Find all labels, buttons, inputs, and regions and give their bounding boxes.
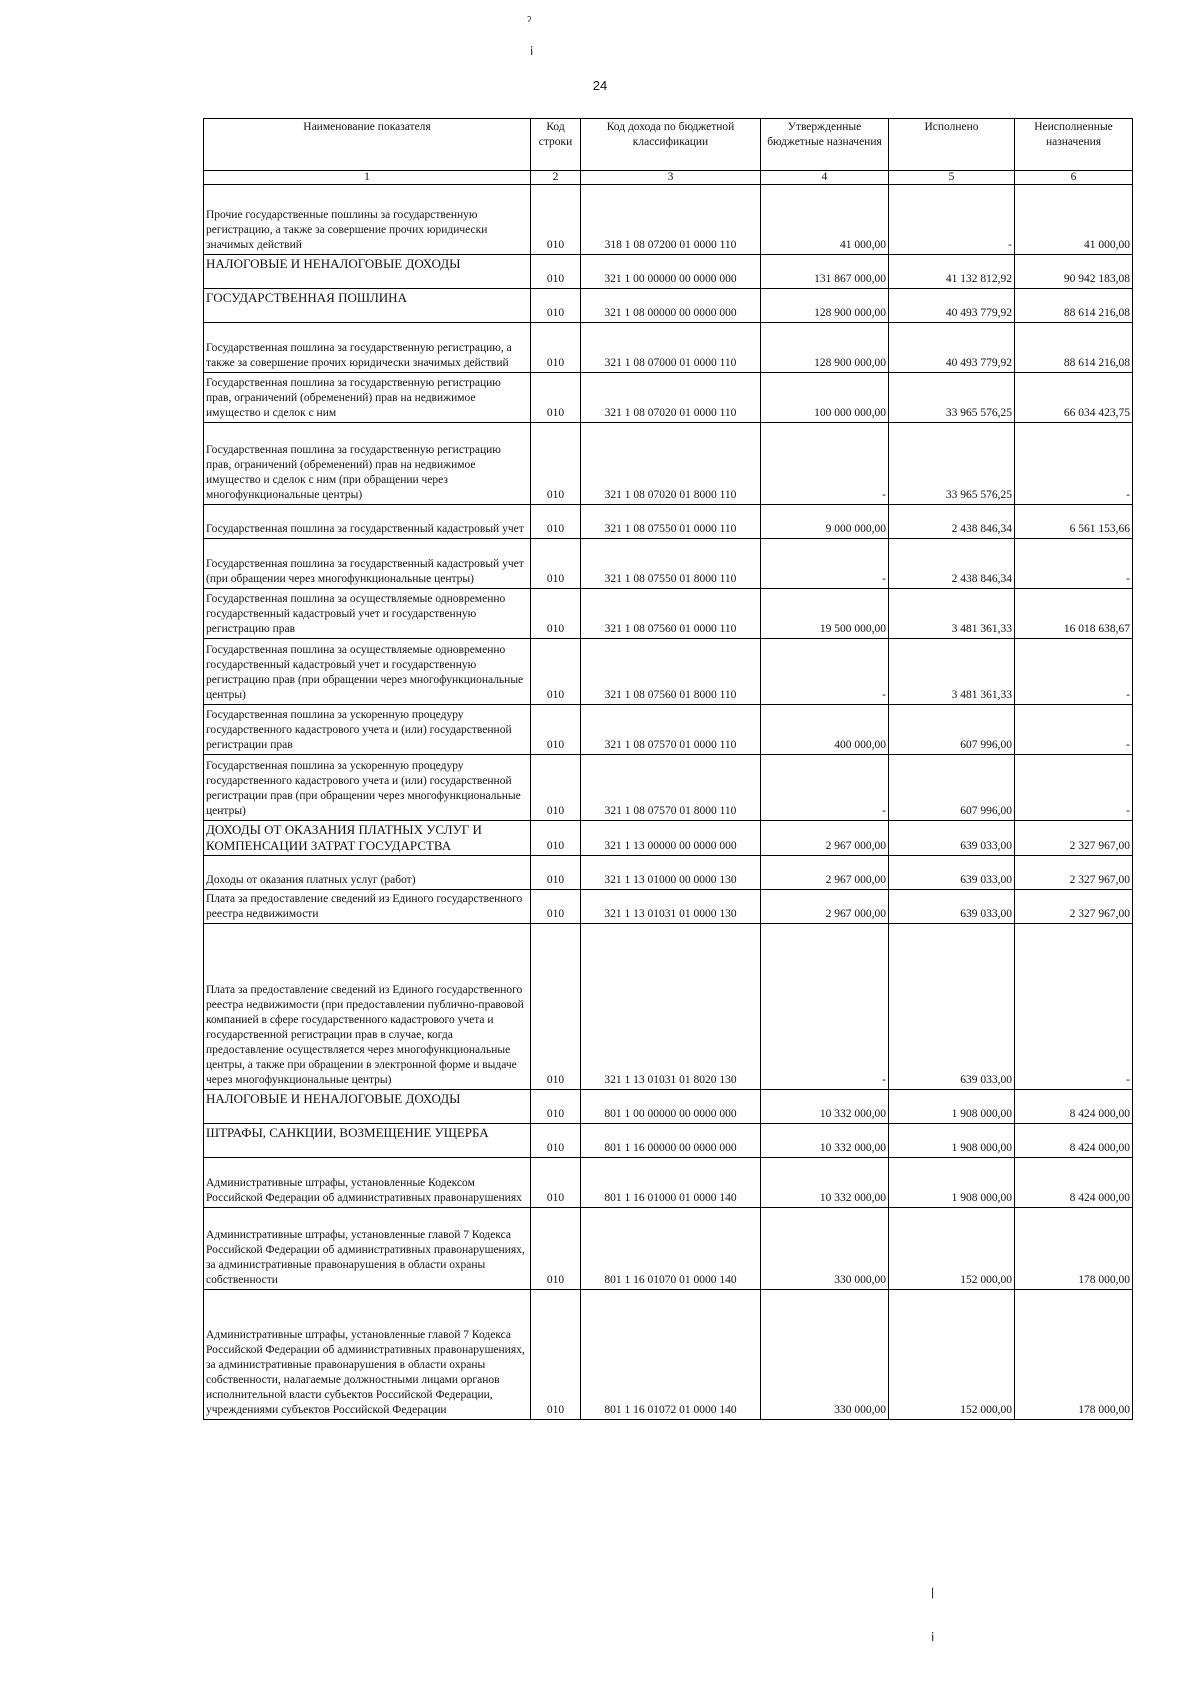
row-name: Прочие государственные пошлины за государственную регистрацию, а также за совершение прочих юридически значимых действий [204, 185, 531, 255]
row-name: Государственная пошлина за государственную регистрацию прав, ограничений (обременений) прав на недвижимое имущество и сделок с ним (при обращении через многофункциональные центры) [204, 423, 531, 505]
table-row [204, 1124, 1133, 1158]
row-executed: 2 438 846,34 [889, 505, 1015, 539]
row-executed: 607 996,00 [889, 705, 1015, 755]
row-unexecuted: 2 327 967,00 [1015, 856, 1133, 890]
row-approved: 19 500 000,00 [761, 589, 889, 639]
row-name: Государственная пошлина за государственный кадастровый учет (при обращении через многофункциональные центры) [204, 539, 531, 589]
table-row [204, 423, 1133, 505]
row-executed: 33 965 576,25 [889, 373, 1015, 423]
row-executed: 40 493 779,92 [889, 289, 1015, 323]
row-unexecuted: 88 614 216,08 [1015, 289, 1133, 323]
row-income-code: 321 1 13 00000 00 0000 000 [581, 821, 761, 856]
row-line-code: 010 [531, 890, 581, 924]
row-income-code: 321 1 08 07560 01 0000 110 [581, 589, 761, 639]
row-executed: 1 908 000,00 [889, 1124, 1015, 1158]
row-approved: 330 000,00 [761, 1208, 889, 1290]
row-income-code: 801 1 16 01070 01 0000 140 [581, 1208, 761, 1290]
row-executed: 639 033,00 [889, 924, 1015, 1090]
row-name: НАЛОГОВЫЕ И НЕНАЛОГОВЫЕ ДОХОДЫ [204, 1090, 531, 1124]
row-name: Государственная пошлина за осуществляемые одновременно государственный кадастровый учет и государственную регистрацию прав [204, 589, 531, 639]
row-executed: 639 033,00 [889, 890, 1015, 924]
row-unexecuted: 178 000,00 [1015, 1290, 1133, 1420]
row-income-code: 321 1 08 07550 01 8000 110 [581, 539, 761, 589]
row-approved: 2 967 000,00 [761, 856, 889, 890]
row-executed: 1 908 000,00 [889, 1158, 1015, 1208]
row-line-code: 010 [531, 323, 581, 373]
row-executed: 607 996,00 [889, 755, 1015, 821]
row-income-code: 318 1 08 07200 01 0000 110 [581, 185, 761, 255]
row-executed: 2 438 846,34 [889, 539, 1015, 589]
row-unexecuted: 16 018 638,67 [1015, 589, 1133, 639]
scan-mark-bottom-b: ⅰ [931, 1630, 935, 1644]
row-name: Государственная пошлина за государственную регистрацию прав, ограничений (обременений) прав на недвижимое имущество и сделок с ним [204, 373, 531, 423]
row-executed: 639 033,00 [889, 856, 1015, 890]
header-line-code: Код строки [531, 119, 581, 171]
row-unexecuted: 41 000,00 [1015, 185, 1133, 255]
table-row [204, 1158, 1133, 1208]
row-line-code: 010 [531, 755, 581, 821]
row-line-code: 010 [531, 924, 581, 1090]
row-line-code: 010 [531, 1158, 581, 1208]
row-income-code: 321 1 00 00000 00 0000 000 [581, 255, 761, 289]
row-name: ГОСУДАРСТВЕННАЯ ПОШЛИНА [204, 289, 531, 323]
table-row [204, 755, 1133, 821]
row-name: Плата за предоставление сведений из Единого государственного реестра недвижимости [204, 890, 531, 924]
row-line-code: 010 [531, 1208, 581, 1290]
row-unexecuted: - [1015, 705, 1133, 755]
scan-mark-top-b: ⅰ [530, 44, 534, 58]
row-unexecuted: 6 561 153,66 [1015, 505, 1133, 539]
page-number: 24 [592, 78, 608, 93]
row-income-code: 321 1 08 07560 01 8000 110 [581, 639, 761, 705]
table-body [204, 185, 1133, 1420]
row-approved: 128 900 000,00 [761, 289, 889, 323]
row-executed: 3 481 361,33 [889, 589, 1015, 639]
row-executed: 40 493 779,92 [889, 323, 1015, 373]
column-number: 1 [204, 171, 531, 185]
table-row [204, 890, 1133, 924]
row-name: Государственная пошлина за государственную регистрацию, а также за совершение прочих юридически значимых действий [204, 323, 531, 373]
row-line-code: 010 [531, 821, 581, 856]
header-executed: Исполнено [889, 119, 1015, 171]
header-unexecuted: Неисполненные назначения [1015, 119, 1133, 171]
table-row [204, 539, 1133, 589]
row-unexecuted: 8 424 000,00 [1015, 1124, 1133, 1158]
row-income-code: 321 1 08 07020 01 0000 110 [581, 373, 761, 423]
row-line-code: 010 [531, 639, 581, 705]
table-row [204, 1208, 1133, 1290]
table-row [204, 856, 1133, 890]
row-name: ШТРАФЫ, САНКЦИИ, ВОЗМЕЩЕНИЕ УЩЕРБА [204, 1124, 531, 1158]
row-income-code: 801 1 16 01072 01 0000 140 [581, 1290, 761, 1420]
row-income-code: 321 1 08 00000 00 0000 000 [581, 289, 761, 323]
row-unexecuted: 8 424 000,00 [1015, 1090, 1133, 1124]
row-income-code: 321 1 08 07570 01 0000 110 [581, 705, 761, 755]
row-executed: 152 000,00 [889, 1208, 1015, 1290]
row-unexecuted: 90 942 183,08 [1015, 255, 1133, 289]
row-name: Государственная пошлина за осуществляемые одновременно государственный кадастровый учет и государственную регистрацию прав (при обращении через многофункциональные центры) [204, 639, 531, 705]
table-row [204, 289, 1133, 323]
row-income-code: 321 1 08 07020 01 8000 110 [581, 423, 761, 505]
row-line-code: 010 [531, 505, 581, 539]
row-approved: 2 967 000,00 [761, 890, 889, 924]
row-approved: 400 000,00 [761, 705, 889, 755]
row-line-code: 010 [531, 539, 581, 589]
row-approved: - [761, 423, 889, 505]
row-line-code: 010 [531, 1290, 581, 1420]
row-name: Государственная пошлина за ускоренную процедуру государственного кадастрового учета и (или) государственной регистрации прав [204, 705, 531, 755]
row-name: Государственная пошлина за ускоренную процедуру государственного кадастрового учета и (или) государственной регистрации прав (при обращении через многофункциональные центры) [204, 755, 531, 821]
header-income-code: Код дохода по бюджетной классификации [581, 119, 761, 171]
row-unexecuted: 88 614 216,08 [1015, 323, 1133, 373]
row-line-code: 010 [531, 185, 581, 255]
row-income-code: 801 1 16 00000 00 0000 000 [581, 1124, 761, 1158]
row-name: Доходы от оказания платных услуг (работ) [204, 856, 531, 890]
row-unexecuted: 178 000,00 [1015, 1208, 1133, 1290]
row-unexecuted: - [1015, 924, 1133, 1090]
header-approved: Утвержденные бюджетные назначения [761, 119, 889, 171]
row-approved: 128 900 000,00 [761, 323, 889, 373]
row-income-code: 321 1 08 07570 01 8000 110 [581, 755, 761, 821]
row-line-code: 010 [531, 373, 581, 423]
column-number: 4 [761, 171, 889, 185]
row-executed: 41 132 812,92 [889, 255, 1015, 289]
row-approved: 330 000,00 [761, 1290, 889, 1420]
row-name: Административные штрафы, установленные главой 7 Кодекса Российской Федерации об административных правонарушениях, за административные правонарушения в области охраны собственности, налагаемые должностными лицами органов исполнительной власти субъектов Российской Федерации, учреждениями субъектов Российской Федерации [204, 1290, 531, 1420]
header-indicator-name: Наименование показателя [204, 119, 531, 171]
table-row [204, 924, 1133, 1090]
row-name: Административные штрафы, установленные Кодексом Российской Федерации об административных правонарушениях [204, 1158, 531, 1208]
row-income-code: 801 1 16 01000 01 0000 140 [581, 1158, 761, 1208]
row-approved: - [761, 924, 889, 1090]
column-number: 6 [1015, 171, 1133, 185]
row-approved: 10 332 000,00 [761, 1124, 889, 1158]
row-line-code: 010 [531, 289, 581, 323]
row-income-code: 321 1 13 01031 01 8020 130 [581, 924, 761, 1090]
row-name: Государственная пошлина за государственный кадастровый учет [204, 505, 531, 539]
row-income-code: 321 1 13 01031 01 0000 130 [581, 890, 761, 924]
column-number: 2 [531, 171, 581, 185]
row-line-code: 010 [531, 1124, 581, 1158]
row-unexecuted: 2 327 967,00 [1015, 890, 1133, 924]
column-number: 3 [581, 171, 761, 185]
table-row [204, 639, 1133, 705]
row-approved: 2 967 000,00 [761, 821, 889, 856]
row-executed: 33 965 576,25 [889, 423, 1015, 505]
row-executed: 1 908 000,00 [889, 1090, 1015, 1124]
table-row [204, 185, 1133, 255]
row-approved: 131 867 000,00 [761, 255, 889, 289]
row-name: Плата за предоставление сведений из Единого государственного реестра недвижимости (при предоставлении публично-правовой компанией в сфере государственного кадастрового учета и государственной регистрации прав в случае, когда предоставление осуществляется через многофункциональные центры, а также при обращении в электронной форме и выдаче через многофункциональные центры) [204, 924, 531, 1090]
row-name: Административные штрафы, установленные главой 7 Кодекса Российской Федерации об административных правонарушениях, за административные правонарушения в области охраны собственности [204, 1208, 531, 1290]
column-number: 5 [889, 171, 1015, 185]
table-row [204, 589, 1133, 639]
row-name: НАЛОГОВЫЕ И НЕНАЛОГОВЫЕ ДОХОДЫ [204, 255, 531, 289]
row-unexecuted: - [1015, 539, 1133, 589]
row-line-code: 010 [531, 423, 581, 505]
table-row [204, 323, 1133, 373]
table-row [204, 705, 1133, 755]
row-line-code: 010 [531, 856, 581, 890]
scan-mark-top-a: ˀ [527, 14, 532, 28]
row-income-code: 321 1 13 01000 00 0000 130 [581, 856, 761, 890]
row-approved: - [761, 755, 889, 821]
table-row [204, 1290, 1133, 1420]
table-row [204, 373, 1133, 423]
row-name: ДОХОДЫ ОТ ОКАЗАНИЯ ПЛАТНЫХ УСЛУГ И КОМПЕНСАЦИИ ЗАТРАТ ГОСУДАРСТВА [204, 821, 531, 856]
row-unexecuted: - [1015, 755, 1133, 821]
row-unexecuted: - [1015, 639, 1133, 705]
budget-report-table [203, 118, 1133, 1420]
row-approved: - [761, 539, 889, 589]
row-line-code: 010 [531, 705, 581, 755]
table-row [204, 505, 1133, 539]
row-income-code: 801 1 00 00000 00 0000 000 [581, 1090, 761, 1124]
row-unexecuted: 66 034 423,75 [1015, 373, 1133, 423]
row-executed: 3 481 361,33 [889, 639, 1015, 705]
row-income-code: 321 1 08 07550 01 0000 110 [581, 505, 761, 539]
row-executed: 152 000,00 [889, 1290, 1015, 1420]
row-approved: 41 000,00 [761, 185, 889, 255]
table-row [204, 1090, 1133, 1124]
row-approved: - [761, 639, 889, 705]
row-line-code: 010 [531, 255, 581, 289]
scan-mark-bottom-a: | [931, 1585, 935, 1599]
row-unexecuted: 2 327 967,00 [1015, 821, 1133, 856]
row-approved: 9 000 000,00 [761, 505, 889, 539]
row-approved: 10 332 000,00 [761, 1158, 889, 1208]
row-executed: - [889, 185, 1015, 255]
table-row [204, 255, 1133, 289]
row-line-code: 010 [531, 589, 581, 639]
row-approved: 10 332 000,00 [761, 1090, 889, 1124]
row-line-code: 010 [531, 1090, 581, 1124]
row-unexecuted: 8 424 000,00 [1015, 1158, 1133, 1208]
row-executed: 639 033,00 [889, 821, 1015, 856]
table-row [204, 821, 1133, 856]
row-income-code: 321 1 08 07000 01 0000 110 [581, 323, 761, 373]
row-unexecuted: - [1015, 423, 1133, 505]
row-approved: 100 000 000,00 [761, 373, 889, 423]
